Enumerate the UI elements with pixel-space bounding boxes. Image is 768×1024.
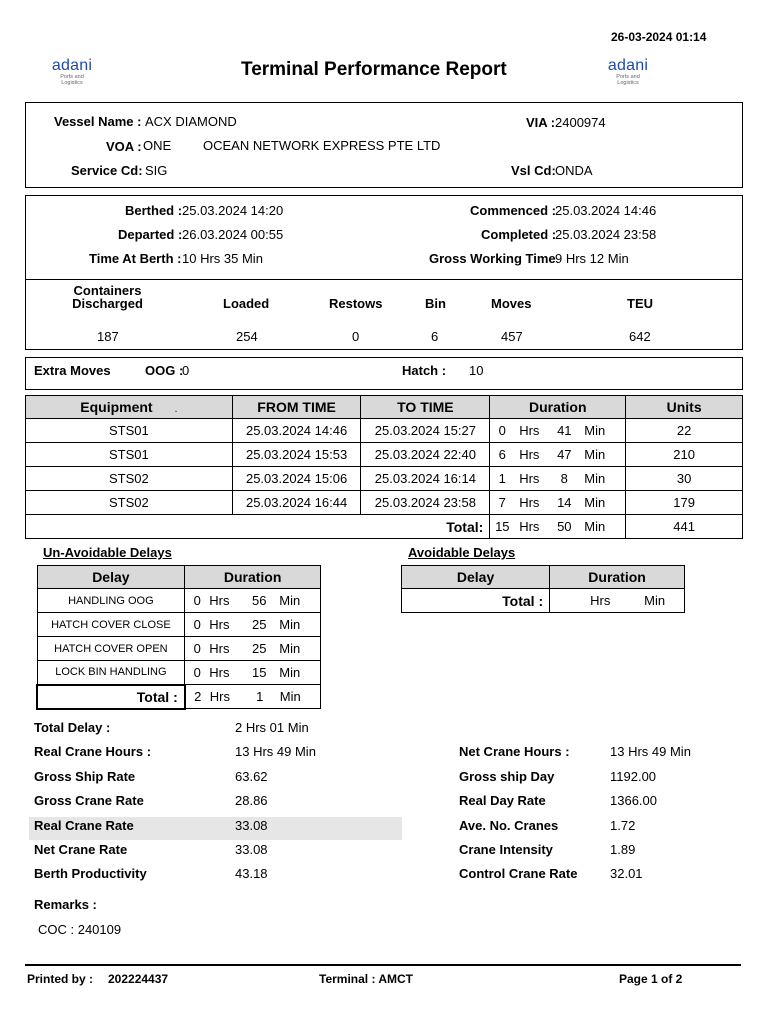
vsl-value: ONDA — [555, 163, 593, 178]
duration-min-unit: Min — [279, 617, 301, 632]
discharged-value: 187 — [97, 329, 119, 344]
real-crane-hours-value: 13 Hrs 49 Min — [235, 744, 316, 759]
moves-value: 457 — [501, 329, 523, 344]
duration-hrs-unit: Hrs — [590, 593, 611, 608]
duration-cell — [490, 443, 626, 467]
vsl-label: Vsl Cd: — [511, 163, 556, 178]
duration-minutes: 56 — [252, 593, 267, 608]
duration-hrs-unit: Hrs — [519, 495, 540, 510]
remarks-text: COC : 240109 — [38, 922, 122, 937]
equipment-cell: STS02 — [26, 467, 233, 491]
real-crane-rate-value: 33.08 — [235, 818, 268, 833]
duration-min-unit: Min — [644, 593, 666, 608]
unavoidable-delays-title: Un-Avoidable Delays — [43, 545, 172, 560]
duration-hours: 15 — [495, 519, 510, 534]
oog-label: OOG : — [145, 363, 184, 378]
unavoidable-delays-table — [36, 565, 321, 710]
logo-word: adani — [51, 57, 93, 74]
from-time-cell: 25.03.2024 16:44 — [232, 491, 361, 515]
table-row — [26, 443, 743, 467]
duration-cell — [490, 419, 626, 443]
duration-hours: 0 — [193, 617, 201, 632]
duration-hrs-unit: Hrs — [209, 641, 230, 656]
duration-min-unit: Min — [584, 447, 606, 462]
real-crane-hours-label: Real Crane Hours : — [34, 744, 152, 759]
equipment-header-dot: . — [174, 404, 178, 415]
commenced-value: 25.03.2024 14:46 — [555, 203, 657, 218]
avoidable-total-label: Total : — [402, 589, 550, 613]
equipment-header — [26, 396, 233, 419]
terminal-label: Terminal : AMCT — [319, 972, 414, 986]
crane-intensity-value: 1.89 — [610, 842, 636, 857]
discharged-header-line: Discharged — [72, 296, 143, 311]
duration-hours: 0 — [193, 665, 201, 680]
to-time-cell: 25.03.2024 22:40 — [361, 443, 490, 467]
equipment-cell: STS01 — [26, 419, 233, 443]
duration-cell — [185, 637, 321, 661]
voa-label: VOA : — [106, 139, 142, 154]
teu-value: 642 — [629, 329, 651, 344]
delay-cell: HATCH COVER CLOSE — [37, 613, 185, 637]
gross-ship-rate-label: Gross Ship Rate — [34, 769, 136, 784]
containers-header-line: Containers — [73, 283, 142, 298]
berthed-value: 25.03.2024 14:20 — [182, 203, 284, 218]
logo-word: adani — [607, 57, 649, 74]
restows-header: Restows — [329, 296, 383, 311]
duration-minutes: 41 — [557, 423, 572, 438]
table-row — [26, 491, 743, 515]
logo-sub: Ports and — [616, 74, 640, 80]
duration-header: Duration — [550, 566, 685, 589]
avoidable-delays-table — [401, 565, 685, 613]
delay-cell: LOCK BIN HANDLING — [37, 661, 185, 685]
duration-hours: 0 — [193, 593, 201, 608]
teu-header: TEU — [627, 296, 653, 311]
duration-min-unit: Min — [279, 641, 301, 656]
duration-min-unit: Min — [584, 519, 606, 534]
via-label: VIA : — [526, 115, 556, 130]
duration-hrs-unit: Hrs — [209, 593, 230, 608]
duration-hrs-unit: Hrs — [209, 665, 230, 680]
units-cell: 30 — [626, 467, 743, 491]
net-crane-rate-label: Net Crane Rate — [34, 842, 128, 857]
duration-minutes: 25 — [252, 641, 267, 656]
units-cell: 210 — [626, 443, 743, 467]
duration-hrs-unit: Hrs — [519, 447, 540, 462]
hatch-label: Hatch : — [402, 363, 447, 378]
extra-moves-box — [25, 357, 743, 390]
duration-hours: 0 — [193, 641, 201, 656]
loaded-header: Loaded — [223, 296, 270, 311]
unavoidable-total-row — [37, 685, 321, 709]
total-delay-value: 2 Hrs 01 Min — [235, 720, 309, 735]
units-cell: 22 — [626, 419, 743, 443]
gross-ship-day-label: Gross ship Day — [459, 769, 555, 784]
completed-label: Completed : — [481, 227, 557, 242]
extra-moves-label: Extra Moves — [34, 363, 111, 378]
table-row — [37, 613, 321, 637]
duration-cell — [490, 467, 626, 491]
delay-header: Delay — [402, 566, 550, 589]
equipment-header-text: Equipment — [80, 399, 153, 415]
adani-logo-right — [598, 58, 658, 92]
bin-header: Bin — [425, 296, 446, 311]
duration-minutes: 1 — [256, 689, 264, 704]
delay-cell: HANDLING OOG — [37, 589, 185, 613]
equipment-total-label: Total: — [26, 515, 490, 539]
from-time-cell: 25.03.2024 15:53 — [232, 443, 361, 467]
control-crane-rate-value: 32.01 — [610, 866, 643, 881]
duration-hours: 6 — [498, 447, 506, 462]
from-time-cell: 25.03.2024 14:46 — [232, 419, 361, 443]
remarks-label: Remarks : — [34, 897, 97, 912]
duration-hrs-unit: Hrs — [519, 519, 540, 534]
delay-cell: HATCH COVER OPEN — [37, 637, 185, 661]
logo-sub: Ports and — [60, 74, 84, 80]
duration-minutes: 15 — [252, 665, 267, 680]
duration-hours: 2 — [194, 689, 202, 704]
duration-min-unit: Min — [584, 423, 606, 438]
ave-no-cranes-value: 1.72 — [610, 818, 636, 833]
moves-header: Moves — [491, 296, 532, 311]
gross-working-time-value: 9 Hrs 12 Min — [555, 251, 629, 266]
to-time-cell: 25.03.2024 16:14 — [361, 467, 490, 491]
avoidable-delays-title: Avoidable Delays — [408, 545, 516, 560]
oog-value: 0 — [182, 363, 190, 378]
table-row — [26, 419, 743, 443]
table-row — [26, 467, 743, 491]
unavoidable-total-duration — [185, 685, 321, 709]
commenced-label: Commenced : — [470, 203, 556, 218]
duration-hrs-unit: Hrs — [519, 471, 540, 486]
operator-name: OCEAN NETWORK EXPRESS PTE LTD — [203, 138, 441, 153]
duration-header: Duration — [185, 566, 321, 589]
berthed-label: Berthed : — [125, 203, 183, 218]
duration-hrs-unit: Hrs — [209, 689, 230, 704]
from-time-cell: 25.03.2024 15:06 — [232, 467, 361, 491]
berth-productivity-label: Berth Productivity — [34, 866, 147, 881]
total-delay-label: Total Delay : — [34, 720, 111, 735]
departed-label: Departed : — [118, 227, 183, 242]
restows-value: 0 — [352, 329, 360, 344]
equipment-cell: STS01 — [26, 443, 233, 467]
hatch-value: 10 — [469, 363, 484, 378]
loaded-value: 254 — [236, 329, 258, 344]
from-time-header: FROM TIME — [232, 396, 361, 419]
crane-intensity-label: Crane Intensity — [459, 842, 553, 857]
equipment-table — [25, 395, 743, 539]
equipment-total-units: 441 — [626, 515, 743, 539]
to-time-cell: 25.03.2024 15:27 — [361, 419, 490, 443]
duration-header: Duration — [490, 396, 626, 419]
logo-sub: Logistics — [617, 80, 639, 86]
duration-cell — [490, 491, 626, 515]
duration-min-unit: Min — [584, 495, 606, 510]
net-crane-hours-label: Net Crane Hours : — [459, 744, 570, 759]
avoidable-total-row — [402, 589, 685, 613]
vessel-name-label: Vessel Name : — [54, 114, 142, 129]
duration-hours: 1 — [498, 471, 506, 486]
service-value: SIG — [145, 163, 168, 178]
page-number: Page 1 of 2 — [619, 972, 683, 986]
logo-sub: Logistics — [61, 80, 83, 86]
equipment-header-row — [26, 396, 743, 419]
net-crane-hours-value: 13 Hrs 49 Min — [610, 744, 691, 759]
service-label: Service Cd: — [71, 163, 143, 178]
units-cell: 179 — [626, 491, 743, 515]
duration-cell — [185, 661, 321, 685]
units-header: Units — [626, 396, 743, 419]
gross-ship-day-value: 1192.00 — [610, 769, 657, 784]
departed-value: 26.03.2024 00:55 — [182, 227, 284, 242]
via-value: 2400974 — [555, 115, 606, 130]
to-time-cell: 25.03.2024 23:58 — [361, 491, 490, 515]
ave-no-cranes-label: Ave. No. Cranes — [459, 818, 559, 833]
table-row — [37, 637, 321, 661]
duration-minutes: 47 — [557, 447, 572, 462]
gross-crane-rate-label: Gross Crane Rate — [34, 793, 144, 808]
table-row — [37, 661, 321, 685]
duration-cell — [185, 613, 321, 637]
duration-hrs-unit: Hrs — [209, 617, 230, 632]
equipment-total-row — [26, 515, 743, 539]
duration-min-unit: Min — [279, 689, 301, 704]
real-crane-rate-label: Real Crane Rate — [34, 818, 134, 833]
control-crane-rate-label: Control Crane Rate — [459, 866, 578, 881]
real-day-rate-label: Real Day Rate — [459, 793, 546, 808]
to-time-header: TO TIME — [361, 396, 490, 419]
duration-minutes: 8 — [560, 471, 568, 486]
gross-ship-rate-value: 63.62 — [235, 769, 268, 784]
printed-by-value: 202224437 — [108, 972, 169, 986]
page-title: Terminal Performance Report — [241, 59, 507, 80]
duration-minutes: 50 — [557, 519, 572, 534]
duration-min-unit: Min — [584, 471, 606, 486]
duration-min-unit: Min — [279, 593, 301, 608]
unavoidable-total-label: Total : — [37, 685, 185, 709]
net-crane-rate-value: 33.08 — [235, 842, 268, 857]
report-datetime: 26-03-2024 01:14 — [611, 30, 707, 44]
time-at-berth-label: Time At Berth : — [89, 251, 182, 266]
duration-minutes: 25 — [252, 617, 267, 632]
avoidable-header-row — [402, 566, 685, 589]
real-day-rate-value: 1366.00 — [610, 793, 657, 808]
duration-hours: 0 — [498, 423, 506, 438]
vessel-name: ACX DIAMOND — [145, 114, 237, 129]
duration-min-unit: Min — [279, 665, 301, 680]
voa-value: ONE — [143, 138, 172, 153]
equipment-total-duration — [490, 515, 626, 539]
delay-header: Delay — [37, 566, 185, 589]
completed-value: 25.03.2024 23:58 — [555, 227, 657, 242]
table-row — [37, 589, 321, 613]
duration-hrs-unit: Hrs — [519, 423, 540, 438]
unavoidable-header-row — [37, 566, 321, 589]
bin-value: 6 — [431, 329, 439, 344]
gross-crane-rate-value: 28.86 — [235, 793, 268, 808]
avoidable-total-duration — [550, 589, 685, 613]
time-at-berth-value: 10 Hrs 35 Min — [182, 251, 263, 266]
gross-working-time-label: Gross Working Time — [429, 251, 556, 266]
equipment-cell: STS02 — [26, 491, 233, 515]
containers-discharged-header — [60, 284, 155, 310]
printed-by-label: Printed by : — [27, 972, 94, 986]
duration-cell — [185, 589, 321, 613]
adani-logo-left — [42, 58, 102, 92]
berth-productivity-value: 43.18 — [235, 866, 268, 881]
duration-minutes: 14 — [557, 495, 572, 510]
duration-hours: 7 — [498, 495, 506, 510]
footer-divider — [25, 964, 741, 966]
